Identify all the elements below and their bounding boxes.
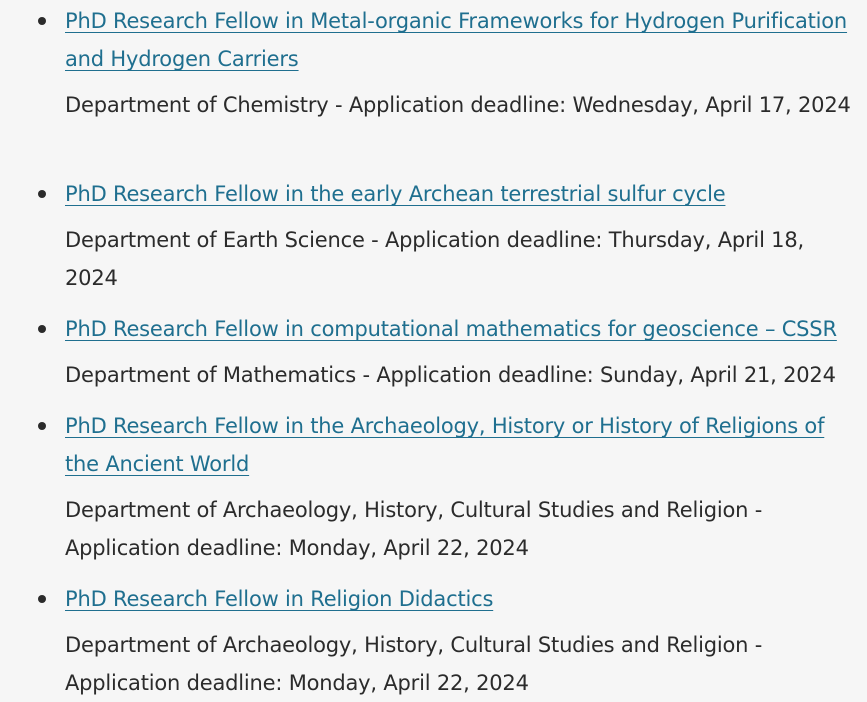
job-title-link[interactable]: PhD Research Fellow in Religion Didactics — [65, 587, 494, 611]
list-item — [0, 407, 855, 567]
job-department-deadline: Department of Mathematics - Application deadline: Sunday, April 21, 2024 — [65, 363, 836, 387]
job-department-deadline: Department of Chemistry - Application deadline: Wednesday, April 17, 2024 — [65, 93, 851, 117]
bullet-icon — [38, 190, 46, 198]
bullet-icon — [38, 325, 46, 333]
list-item — [0, 175, 855, 297]
list-item — [0, 2, 855, 124]
list-item — [0, 580, 855, 702]
bullet-icon — [38, 422, 46, 430]
job-department-deadline: Department of Archaeology, History, Cultural Studies and Religion - Application deadline: Monday, April 22, 2024 — [65, 633, 763, 695]
job-title-link[interactable]: PhD Research Fellow in computational mathematics for geoscience – CSSR — [65, 317, 837, 341]
list-item — [0, 310, 855, 394]
job-department-deadline: Department of Earth Science - Application deadline: Thursday, April 18, 2024 — [65, 228, 804, 290]
job-title-link[interactable]: PhD Research Fellow in Metal-organic Frameworks for Hydrogen Purification and Hydrogen Carriers — [65, 9, 848, 71]
job-department-deadline: Department of Archaeology, History, Cultural Studies and Religion - Application deadline: Monday, April 22, 2024 — [65, 498, 763, 560]
job-title-link[interactable]: PhD Research Fellow in the early Archean terrestrial sulfur cycle — [65, 182, 726, 206]
job-title-link[interactable]: PhD Research Fellow in the Archaeology, History or History of Religions of the Ancient World — [65, 414, 825, 476]
bullet-icon — [38, 595, 46, 603]
bullet-icon — [38, 17, 46, 25]
